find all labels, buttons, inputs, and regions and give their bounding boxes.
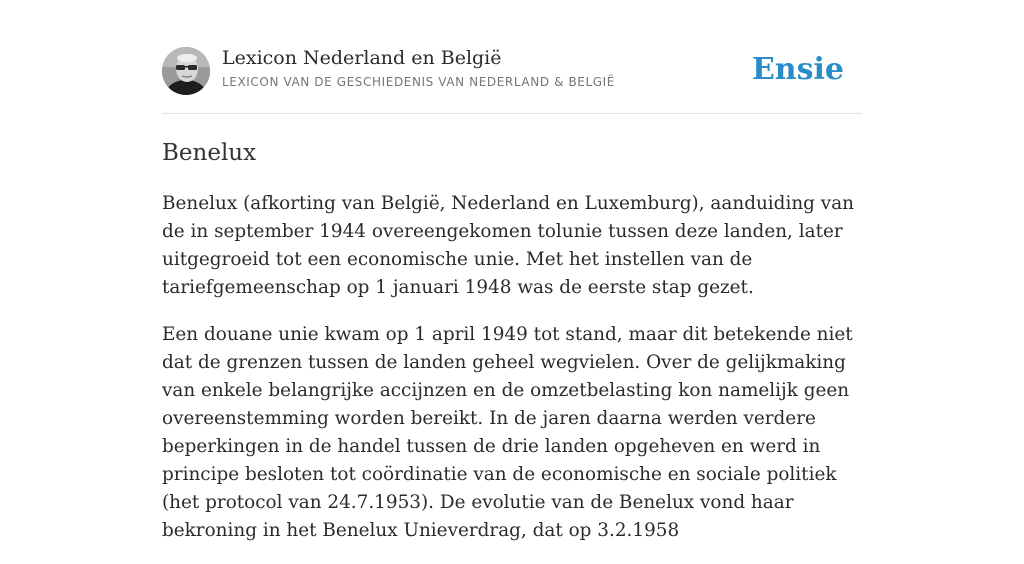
avatar-portrait-icon (162, 47, 210, 95)
article-paragraph: Benelux (afkorting van België, Nederland en Luxemburg), aanduiding van de in september 1944 overeengekomen tolunie tussen deze landen, later uitgegroeid tot een economische unie. Met het instellen van de tariefgemeenschap op 1 januari 1948 was de eerste stap gezet. (162, 193, 855, 298)
site-subtitle: LEXICON VAN DE GESCHIEDENIS VAN NEDERLAND & BELGIË (222, 75, 615, 89)
brand-logo-link[interactable]: Ensie (751, 52, 844, 87)
article-paragraph: Een douane unie kwam op 1 april 1949 tot stand, maar dit betekende niet dat de grenzen tussen de landen geheel wegvielen. Over de gelijkmaking van enkele belangrijke accijnzen en de omzetbelasting kon namelijk geen overeenstemming worden bereikt. In de jaren daarna werden verdere beperkingen in de handel tussen de drie landen opgeheven en werd in principe besloten tot coördinatie van de economische en sociale politiek (het protocol van 24.7.1953). De evolutie van de Benelux vond haar bekroning in het Benelux Unieverdrag, dat op 3.2.1958 (162, 324, 853, 541)
site-name[interactable]: Lexicon Nederland en België (222, 47, 502, 69)
avatar[interactable] (162, 47, 210, 95)
site-header (162, 46, 862, 114)
article-title: Benelux (162, 140, 257, 166)
article-body (162, 190, 862, 564)
